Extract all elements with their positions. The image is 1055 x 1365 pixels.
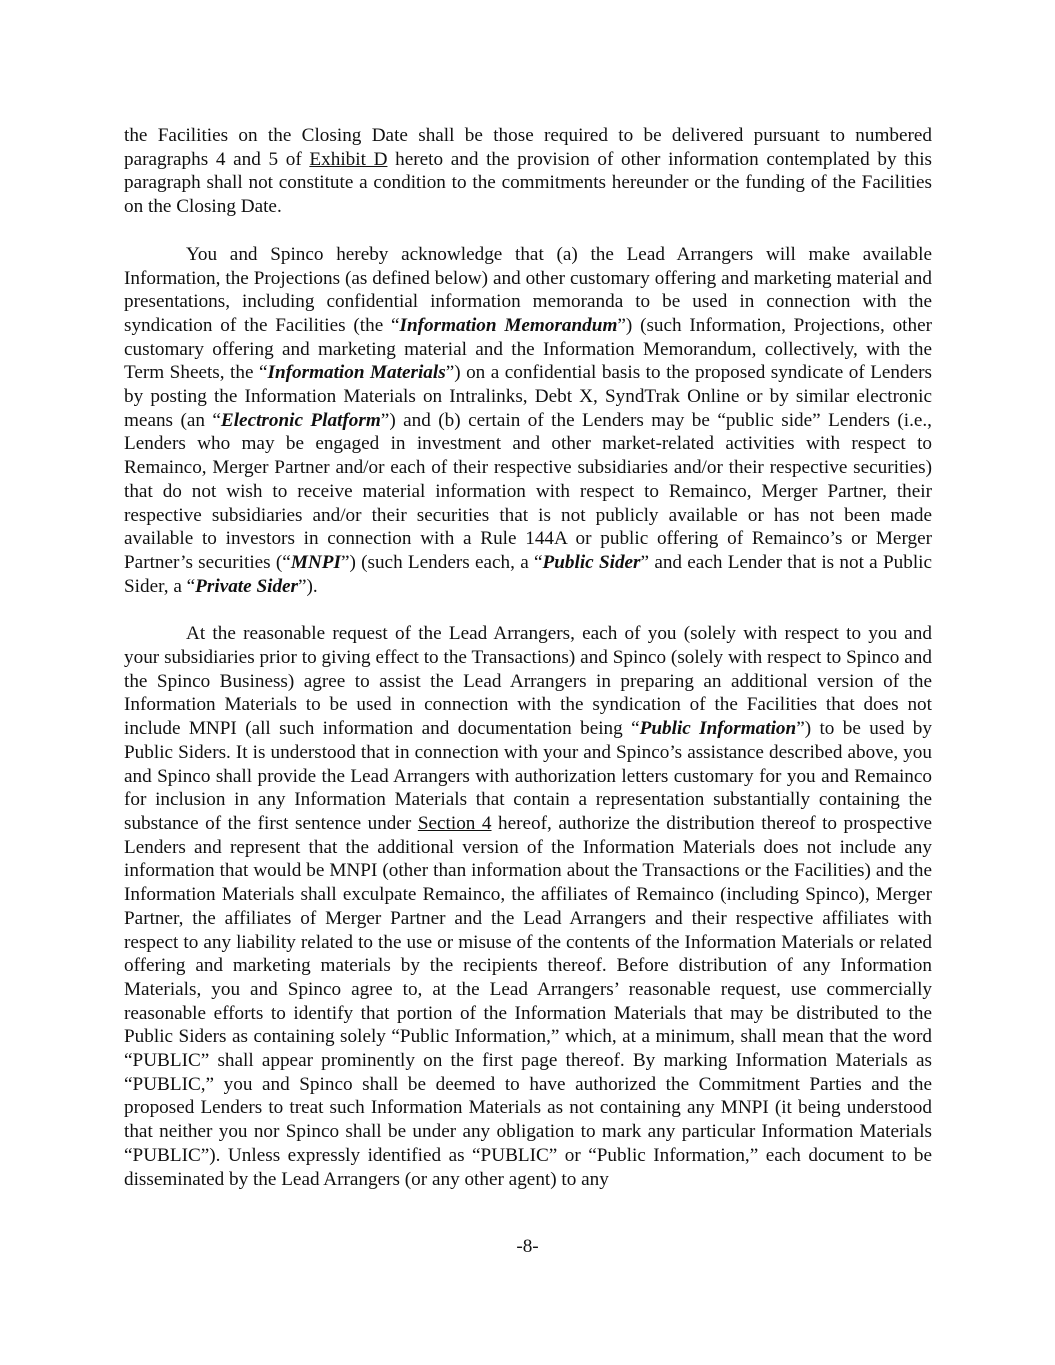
defined-term-information-memorandum: Information Memorandum <box>399 314 618 336</box>
p2-text-6: ” and each Lender that is not a Public Sider, a “ <box>124 551 932 597</box>
defined-term-private-sider: Private Sider <box>195 575 299 597</box>
p2-text-4: ”) and (b) certain of the Lenders may be “public side” Lenders (i.e., Lenders who may be engaged in investment and other market-related activities with respect to Remainco, Merger Partner and/or each of their respective subsidiaries and/or their respective securities) that do not wish to receive material information with respect to Remainco, Merger Partner, their respective subsidiaries and/or their securities that is not publicly available or has not been made available to investors in connection with a Rule 144A or public offering of Remainco’s or Merger Partner’s securities (“ <box>124 409 932 573</box>
document-page <box>124 124 932 1215</box>
defined-term-mnpi: MNPI <box>290 551 341 573</box>
paragraph-1 <box>124 124 932 219</box>
p3-text-2: ”) to be used by Public Siders. It is understood that in connection with your and Spinco’s assistance described above, you and Spinco shall provide the Lead Arrangers with authorization letters customary for you and Remainco for inclusion in any Information Materials that contain a representation substantially containing the substance of the first sentence under <box>124 718 932 834</box>
page-number: -8- <box>516 1236 539 1257</box>
defined-term-information-materials: Information Materials <box>267 362 446 384</box>
p2-text-7: ”). <box>298 575 318 597</box>
defined-term-public-sider: Public Sider <box>542 551 641 573</box>
paragraph-2 <box>124 243 932 599</box>
exhibit-d-reference: Exhibit D <box>309 148 388 170</box>
defined-term-public-information: Public Information <box>639 718 797 740</box>
p2-text-5: ”) (such Lenders each, a “ <box>340 551 543 573</box>
p1-text-1: the Facilities on the Closing Date shall be those required to be delivered pursuant to numbered paragraphs 4 and 5 of <box>124 125 932 170</box>
p2-text-2: ”) (such Information, Projections, other customary offering and marketing material and the Information Memorandum, collectively, with the Term Sheets, the “ <box>124 314 932 384</box>
defined-term-electronic-platform: Electronic Platform <box>220 409 381 431</box>
p1-text-2: hereto and the provision of other information contemplated by this paragraph shall not constitute a condition to the commitments hereunder or the funding of the Facilities on the Closing Date. <box>124 148 932 218</box>
p2-text-3: ”) on a confidential basis to the proposed syndicate of Lenders by posting the Information Materials on Intralinks, Debt X, SyndTrak Online or by similar electronic means (an “ <box>124 362 932 431</box>
paragraph-3 <box>124 622 932 1191</box>
p2-text-1: You and Spinco hereby acknowledge that (a) the Lead Arrangers will make available Information, the Projections (as defined below) and other customary offering and marketing material and presentations, including confidential information memoranda to be used in connection with the syndication of the Facilities (the “ <box>124 243 932 336</box>
p3-text-1: At the reasonable request of the Lead Arrangers, each of you (solely with respect to you and your subsidiaries prior to giving effect to the Transactions) and Spinco (solely with respect to Spinco and the Spinco Business) agree to assist the Lead Arrangers in preparing an additional version of the Information Materials to be used in connection with the syndication of the Facilities that does not include MNPI (all such information and documentation being “ <box>124 623 932 740</box>
p3-text-3: hereof, authorize the distribution thereof to prospective Lenders and represent that the additional version of the Information Materials does not include any information that would be MNPI (other than information about the Transactions or the Facilities) and the Information Materials shall exculpate Remainco, the affiliates of Remainco (including Spinco), Merger Partner, the affiliates of Merger Partner and the Lead Arrangers and their respective affiliates with respect to any liability related to the use or misuse of the contents of the Information Materials or related offering and marketing materials by the recipients thereof. Before distribution of any Information Materials, you and Spinco agree to, at the Lead Arrangers’ reasonable request, use commercially reasonable efforts to identify that portion of the Information Materials that may be distributed to the Public Siders as containing solely “Public Information,” which, at a minimum, shall mean that the word “PUBLIC” shall appear prominently on the first page thereof. By marking Information Materials as “PUBLIC,” you and Spinco shall be deemed to have authorized the Commitment Parties and the proposed Lenders to treat such Information Materials as not containing any MNPI (it being understood that neither you nor Spinco shall be under any obligation to mark any particular Information Materials “PUBLIC”). Unless expressly identified as “PUBLIC” or “Public Information,” each document to be disseminated by the Lead Arrangers (or any other agent) to any <box>124 812 932 1190</box>
section-4-reference: Section 4 <box>417 812 492 834</box>
